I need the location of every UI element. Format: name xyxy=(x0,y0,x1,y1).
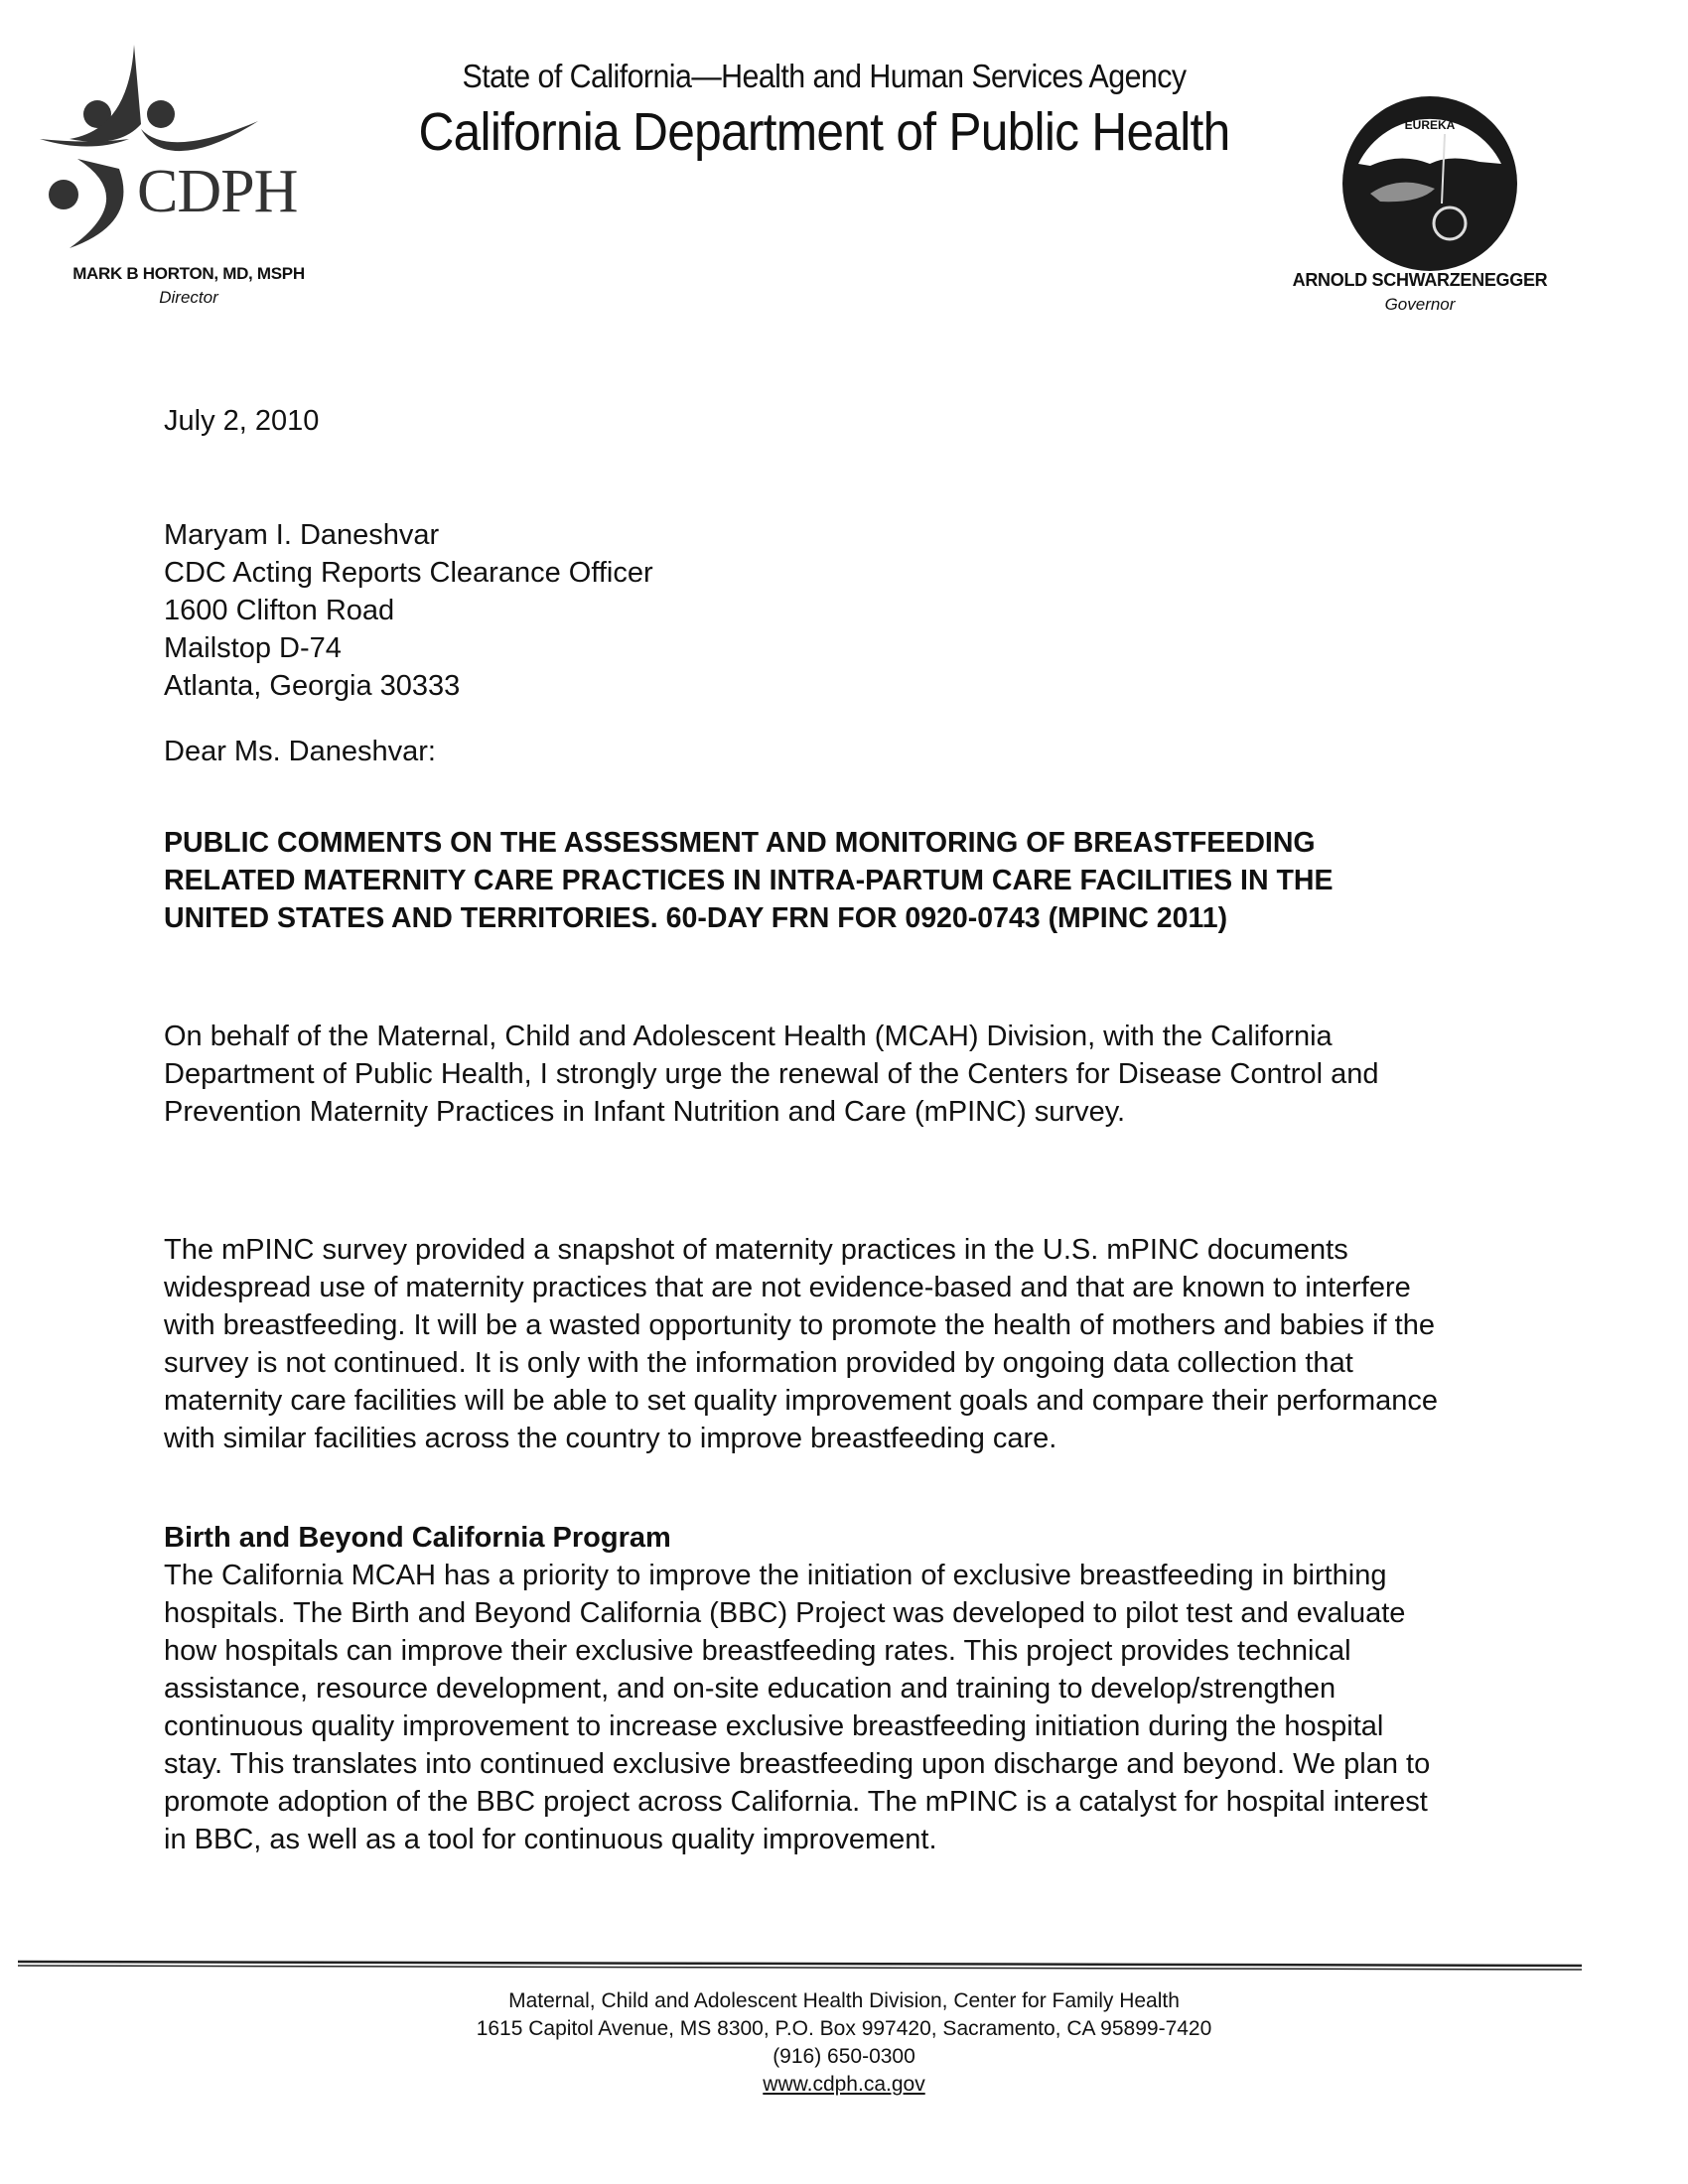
footer-address: 1615 Capitol Avenue, MS 8300, P.O. Box 997420, Sacramento, CA 95899-7420 xyxy=(476,2017,1212,2040)
paragraph: On behalf of the Maternal, Child and Adolescent Health (MCAH) Division, with the California Department of Public Health, I strongly urge the renewal of the Centers for Disease Control and Prevention Maternity Practices in Infant Nutrition and Care (mPINC) survey. xyxy=(164,1021,1379,1128)
logo-text: CDPH xyxy=(137,158,298,225)
footer-website-link[interactable]: www.cdph.ca.gov xyxy=(763,2073,925,2096)
recipient-address xyxy=(164,516,1455,705)
recipient-street: 1600 Clifton Road xyxy=(164,595,395,626)
seal-text: EUREKA xyxy=(1404,118,1456,132)
recipient-city: Atlanta, Georgia 30333 xyxy=(164,670,461,702)
footer-phone: (916) 650-0300 xyxy=(773,2045,915,2068)
governor-name: ARNOLD SCHWARZENEGGER xyxy=(1292,270,1548,290)
salutation: Dear Ms. Daneshvar: xyxy=(164,736,436,767)
footer-division: Maternal, Child and Adolescent Health Division, Center for Family Health xyxy=(508,1989,1180,2012)
section-heading: Birth and Beyond California Program xyxy=(164,1522,671,1554)
section-paragraph: The California MCAH has a priority to improve the initiation of exclusive breastfeeding in birthing hospitals. The Birth and Beyond California (BBC) Project was developed to pilot test and evaluate how hospitals can improve their exclusive breastfeeding rates. This project provides technical assistance, resource development, and on-site education and training to develop/strengthen continuous quality improvement to increase exclusive breastfeeding initiation during the hospital stay. This translates into continued exclusive breastfeeding upon discharge and beyond. We plan to promote adoption of the BBC project across California. The mPINC is a catalyst for hospital interest in BBC, as well as a tool for continuous quality improvement. xyxy=(164,1560,1431,1855)
state-seal xyxy=(1340,94,1519,273)
letter-date: July 2, 2010 xyxy=(164,405,320,437)
footer xyxy=(0,1987,1688,2099)
recipient-title: CDC Acting Reports Clearance Officer xyxy=(164,557,653,589)
director-name: MARK B HORTON, MD, MSPH xyxy=(72,264,305,283)
agency-name: State of California—Health and Human Services Agency xyxy=(462,58,1187,94)
california-seal-icon xyxy=(1340,94,1519,273)
cdph-logo xyxy=(30,40,348,248)
director-title: Director xyxy=(159,288,218,307)
recipient-mailstop: Mailstop D-74 xyxy=(164,632,342,664)
footer-divider xyxy=(18,1958,1582,1970)
governor-title: Governor xyxy=(1384,295,1456,314)
subject-line: PUBLIC COMMENTS ON THE ASSESSMENT AND MONITORING OF BREASTFEEDING RELATED MATERNITY CARE PRACTICES IN INTRA-PARTUM CARE FACILITIES IN THE UNITED STATES AND TERRITORIES. 60-DAY FRN FOR 0920-0743 (MPINC 2011) xyxy=(164,827,1334,934)
department-name: California Department of Public Health xyxy=(418,102,1230,162)
recipient-name: Maryam I. Daneshvar xyxy=(164,519,440,551)
paragraph: The mPINC survey provided a snapshot of maternity practices in the U.S. mPINC documents widespread use of maternity practices that are not evidence-based and that are known to interfere with breastfeeding. It will be a wasted opportunity to promote the health of mothers and babies if the survey is not continued. It is only with the information provided by ongoing data collection that maternity care facilities will be able to set quality improvement goals and compare their performance with similar facilities across the country to improve breastfeeding care. xyxy=(164,1234,1439,1454)
